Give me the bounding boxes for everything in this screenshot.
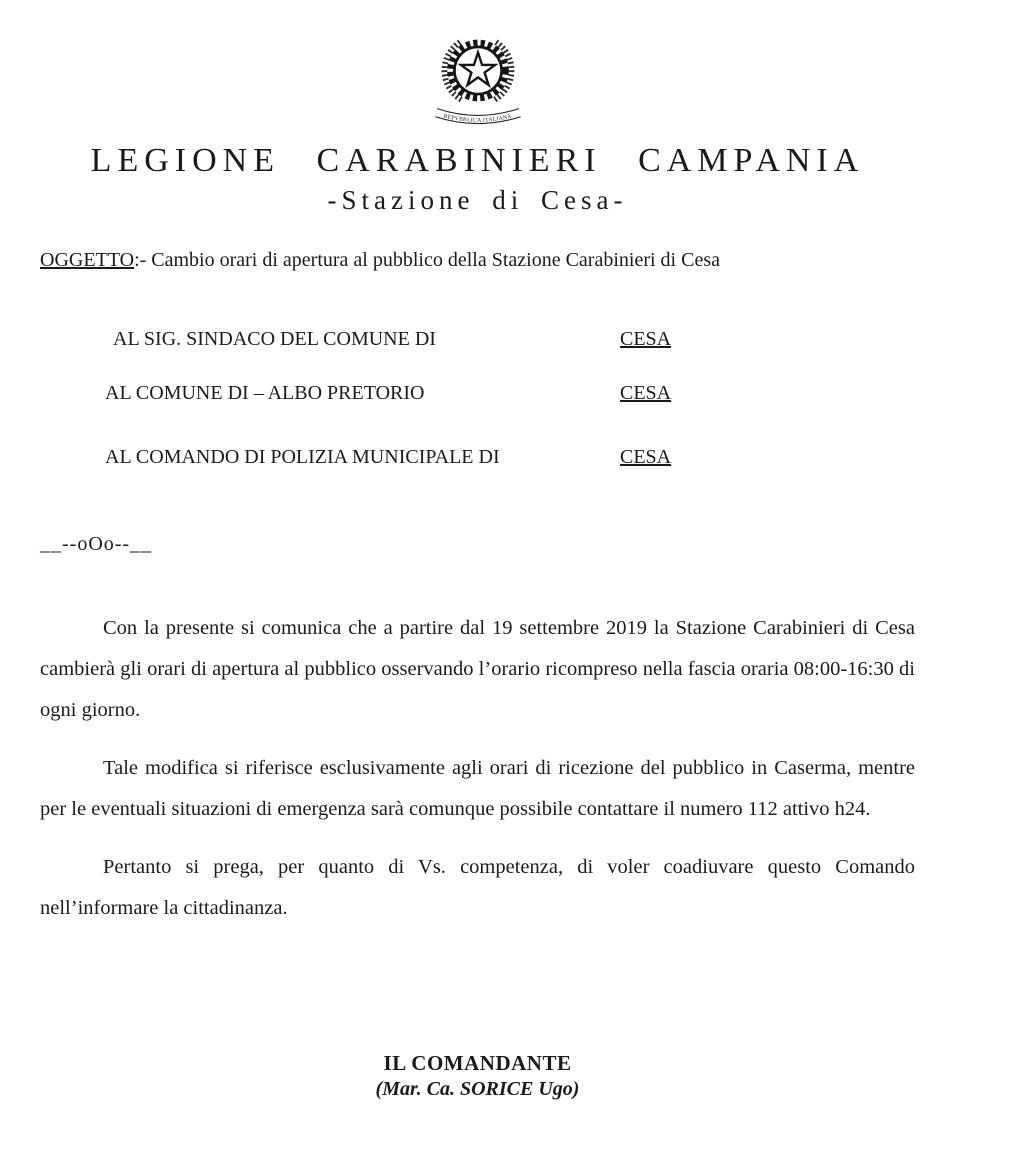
body-paragraph-3: Pertanto si prega, per quanto di Vs. competenza, di voler coadiuvare questo Comando nell’informare la cittadinanza.	[40, 856, 915, 919]
separator-mark: __--oOo--__	[40, 533, 153, 555]
italian-republic-emblem-icon	[419, 30, 537, 130]
subject-line	[40, 249, 915, 272]
recipient-place: CESA	[620, 328, 672, 350]
body-paragraph-1: Con la presente si comunica che a partire dal 19 settembre 2019 la Stazione Carabinieri di Cesa cambierà gli orari di apertura al pubblico osservando l’orario ricompreso nella fascia oraria 08:00-16:30 di ogni giorno.	[40, 617, 915, 721]
subject-label: OGGETTO	[40, 249, 135, 271]
emblem-container	[40, 0, 915, 128]
subject-text: :- Cambio orari di apertura al pubblico della Stazione Carabinieri di Cesa	[134, 249, 720, 271]
recipient-place: CESA	[620, 382, 672, 404]
recipient-row	[105, 446, 915, 469]
recipient-to: AL COMUNE DI – ALBO PRETORIO	[105, 382, 425, 404]
signature-name: (Mar. Ca. SORICE Ugo)	[375, 1078, 580, 1100]
banner-top-edge	[437, 109, 519, 116]
document-content	[40, 0, 915, 1101]
signature-title: IL COMANDANTE	[383, 1051, 572, 1075]
banner-text: REPVBBLICA ITALIANA	[442, 113, 512, 124]
recipient-row	[105, 328, 915, 351]
letterhead-subtitle: -Stazione di Cesa-	[327, 185, 628, 215]
recipient-to: AL SIG. SINDACO DEL COMUNE DI	[113, 328, 436, 350]
letterhead-title: LEGIONE CARABINIERI CAMPANIA	[90, 142, 865, 179]
recipient-row	[105, 382, 915, 405]
body-paragraph-2: Tale modifica si riferisce esclusivamente agli orari di ricezione del pubblico in Caserma, mentre per le eventuali situazioni di emergenza sarà comunque possibile contattare il numero 112 attivo h24.	[40, 757, 915, 820]
recipient-place: CESA	[620, 446, 672, 468]
recipient-list	[40, 328, 915, 469]
signature-block	[40, 1051, 915, 1101]
recipient-to: AL COMANDO DI POLIZIA MUNICIPALE DI	[105, 446, 500, 468]
